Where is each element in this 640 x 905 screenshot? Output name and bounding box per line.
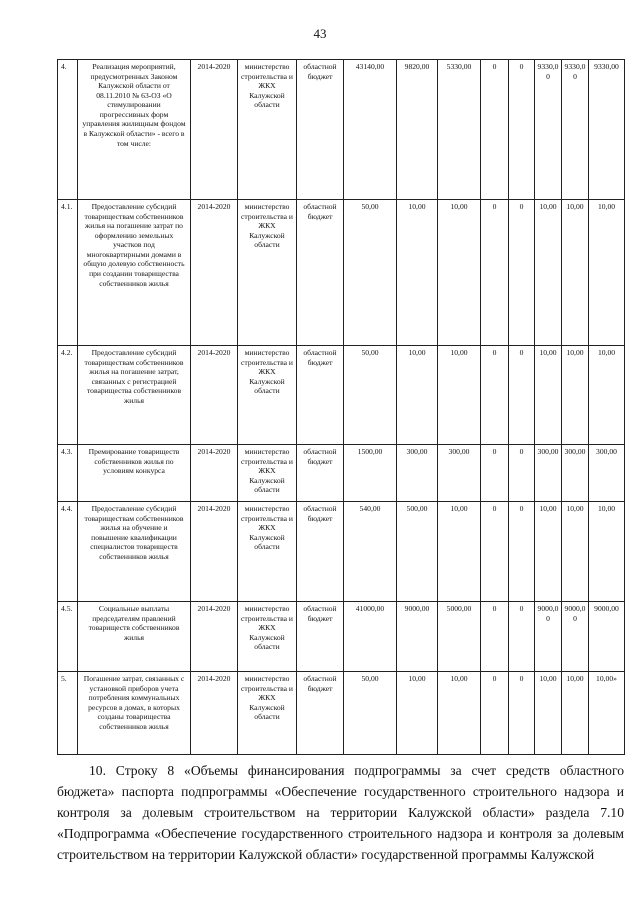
row-funding-source: областной бюджет — [297, 60, 344, 200]
row-value-2014: 10,00 — [397, 672, 438, 755]
row-number: 4.4. — [58, 502, 78, 602]
row-years: 2014-2020 — [191, 502, 238, 602]
row-number: 4.3. — [58, 445, 78, 502]
row-value-2017: 0 — [509, 346, 535, 445]
row-total: 540,00 — [344, 502, 397, 602]
row-value-2018: 10,00 — [535, 502, 562, 602]
table-row — [58, 602, 625, 672]
row-funding-source: областной бюджет — [297, 445, 344, 502]
row-years: 2014-2020 — [191, 672, 238, 755]
row-value-2017: 0 — [509, 200, 535, 346]
row-number: 5. — [58, 672, 78, 755]
row-years: 2014-2020 — [191, 60, 238, 200]
row-value-2014: 500,00 — [397, 502, 438, 602]
row-value-2017: 0 — [509, 60, 535, 200]
row-value-2016: 0 — [481, 200, 509, 346]
row-value-2020: 10,00 — [589, 200, 625, 346]
row-value-2017: 0 — [509, 602, 535, 672]
row-value-2019: 9000,00 — [562, 602, 589, 672]
row-value-2020: 10,00» — [589, 672, 625, 755]
page-number: 43 — [313, 26, 327, 41]
row-value-2017: 0 — [509, 672, 535, 755]
row-value-2020: 10,00 — [589, 346, 625, 445]
row-value-2016: 0 — [481, 602, 509, 672]
row-description: Погашение затрат, связанных с установкой приборов учета потребления коммунальных ресурсов в домах, в которых созданы товарищества собственников жилья — [78, 672, 191, 755]
row-total: 50,00 — [344, 200, 397, 346]
row-value-2015: 10,00 — [438, 200, 481, 346]
row-value-2020: 10,00 — [589, 502, 625, 602]
row-number: 4.1. — [58, 200, 78, 346]
row-value-2014: 10,00 — [397, 346, 438, 445]
row-description: Реализация мероприятий, предусмотренных Законом Калужской области от 08.11.2010 № 63-ОЗ «О стимулировании прогрессивных форм управления жилищным фондом в Калужской области» - всего в том числе: — [78, 60, 191, 200]
row-value-2016: 0 — [481, 60, 509, 200]
row-total: 1500,00 — [344, 445, 397, 502]
row-value-2016: 0 — [481, 502, 509, 602]
row-description: Премирование товариществ собственников жилья по условиям конкурса — [78, 445, 191, 502]
budget-table — [57, 59, 625, 755]
body-paragraph — [57, 760, 624, 865]
row-total: 41000,00 — [344, 602, 397, 672]
row-years: 2014-2020 — [191, 200, 238, 346]
row-number: 4.5. — [58, 602, 78, 672]
row-total: 43140,00 — [344, 60, 397, 200]
row-value-2016: 0 — [481, 672, 509, 755]
row-funding-source: областной бюджет — [297, 672, 344, 755]
row-value-2018: 10,00 — [535, 346, 562, 445]
row-value-2015: 10,00 — [438, 502, 481, 602]
row-value-2020: 9330,00 — [589, 60, 625, 200]
table-row — [58, 502, 625, 602]
row-value-2019: 10,00 — [562, 502, 589, 602]
row-executor: министерство строительства и ЖКХ Калужской области — [238, 200, 297, 346]
table-row — [58, 60, 625, 200]
row-number: 4. — [58, 60, 78, 200]
row-description: Социальные выплаты председателям правлений товариществ собственников жилья — [78, 602, 191, 672]
row-description: Предоставление субсидий товариществам собственников жилья на обучение и повышение квалификации специалистов товариществ собственников жилья — [78, 502, 191, 602]
row-description: Предоставление субсидий товариществам собственников жилья на погашение затрат, связанных с регистрацией товарищества собственников жилья — [78, 346, 191, 445]
row-value-2018: 9330,00 — [535, 60, 562, 200]
row-value-2015: 300,00 — [438, 445, 481, 502]
row-value-2014: 9000,00 — [397, 602, 438, 672]
row-value-2020: 9000,00 — [589, 602, 625, 672]
row-value-2019: 300,00 — [562, 445, 589, 502]
row-value-2014: 9820,00 — [397, 60, 438, 200]
row-value-2016: 0 — [481, 445, 509, 502]
row-value-2017: 0 — [509, 502, 535, 602]
row-executor: министерство строительства и ЖКХ Калужской области — [238, 602, 297, 672]
table-row — [58, 445, 625, 502]
row-executor: министерство строительства и ЖКХ Калужской области — [238, 502, 297, 602]
row-value-2015: 5330,00 — [438, 60, 481, 200]
row-executor: министерство строительства и ЖКХ Калужской области — [238, 672, 297, 755]
row-value-2015: 10,00 — [438, 672, 481, 755]
row-value-2019: 10,00 — [562, 200, 589, 346]
row-number: 4.2. — [58, 346, 78, 445]
row-executor: министерство строительства и ЖКХ Калужской области — [238, 346, 297, 445]
row-years: 2014-2020 — [191, 445, 238, 502]
row-value-2014: 300,00 — [397, 445, 438, 502]
row-value-2019: 10,00 — [562, 672, 589, 755]
table-row — [58, 346, 625, 445]
row-executor: министерство строительства и ЖКХ Калужской области — [238, 445, 297, 502]
row-value-2019: 10,00 — [562, 346, 589, 445]
row-value-2020: 300,00 — [589, 445, 625, 502]
row-value-2017: 0 — [509, 445, 535, 502]
row-value-2018: 300,00 — [535, 445, 562, 502]
row-years: 2014-2020 — [191, 346, 238, 445]
table-row — [58, 672, 625, 755]
row-value-2015: 10,00 — [438, 346, 481, 445]
row-funding-source: областной бюджет — [297, 602, 344, 672]
row-value-2014: 10,00 — [397, 200, 438, 346]
row-value-2018: 10,00 — [535, 200, 562, 346]
row-value-2019: 9330,00 — [562, 60, 589, 200]
row-total: 50,00 — [344, 346, 397, 445]
paragraph-text: 10. Строку 8 «Объемы финансирования подпрограммы за счет средств областного бюджета» паспорта подпрограммы «Обеспечение государственного строительного надзора и контроля за долевым строительством на территории Калужской области» раздела 7.10 «Подпрограмма «Обеспечение государственного строительного надзора и контроля за долевым строительством на территории Калужской области» государственной программы Калужской — [57, 763, 624, 862]
row-total: 50,00 — [344, 672, 397, 755]
row-executor: министерство строительства и ЖКХ Калужской области — [238, 60, 297, 200]
row-value-2018: 10,00 — [535, 672, 562, 755]
table-row — [58, 200, 625, 346]
row-funding-source: областной бюджет — [297, 502, 344, 602]
row-funding-source: областной бюджет — [297, 346, 344, 445]
row-funding-source: областной бюджет — [297, 200, 344, 346]
row-value-2015: 5000,00 — [438, 602, 481, 672]
row-years: 2014-2020 — [191, 602, 238, 672]
row-value-2018: 9000,00 — [535, 602, 562, 672]
row-description: Предоставление субсидий товариществам собственников жилья на погашение затрат по оформлению земельных участков под многоквартирными домами в общую долевую собственность при создании товарищества собственников жилья — [78, 200, 191, 346]
row-value-2016: 0 — [481, 346, 509, 445]
